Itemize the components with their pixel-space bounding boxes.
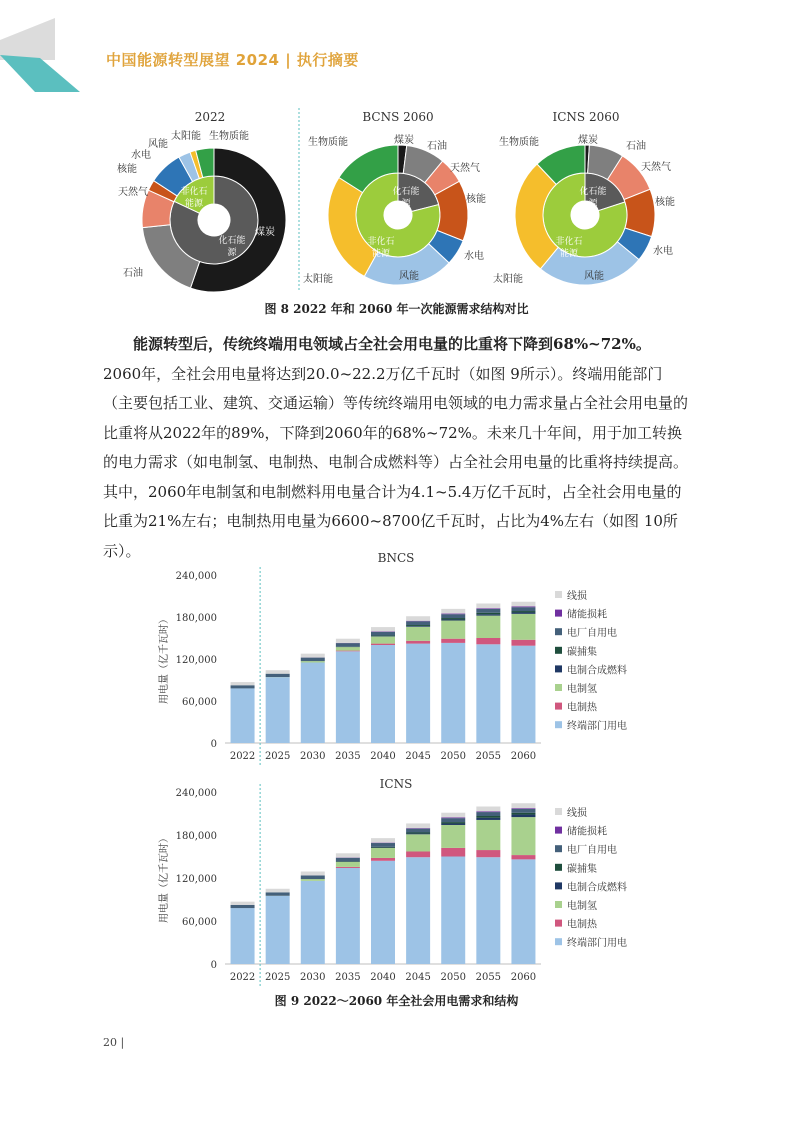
legend-swatch	[555, 808, 562, 815]
bar-segment	[441, 639, 465, 643]
bar-segment	[476, 644, 500, 743]
y-axis-label: 用电量（亿千瓦时）	[159, 614, 170, 704]
inner-slice-label: 源	[401, 199, 411, 209]
inner-slice-label: 化石能	[392, 187, 420, 197]
x-tick-label: 2050	[440, 751, 466, 762]
bar-segment	[476, 638, 500, 644]
slice-label: 风能	[148, 139, 168, 150]
page-number: 20 |	[103, 1036, 125, 1049]
bar-segment	[406, 627, 430, 641]
bar-segment	[476, 820, 500, 850]
bar-segment	[371, 861, 395, 964]
bar-segment	[371, 644, 395, 645]
slice-label: 生物质能	[499, 137, 539, 148]
bar-segment	[406, 641, 430, 644]
bar-segment	[371, 848, 395, 858]
bar-segment	[406, 828, 430, 829]
figure-8-caption: 图 8 2022 年和 2060 年一次能源需求结构对比	[264, 302, 529, 316]
donut-title: BCNS 2060	[362, 110, 434, 124]
bar-segment	[441, 822, 465, 823]
slice-label: 太阳能	[493, 274, 523, 285]
bar-segment	[336, 639, 360, 643]
donut-title: ICNS 2060	[552, 110, 620, 124]
bar-segment	[301, 879, 325, 881]
bar-segment	[231, 908, 255, 964]
bar-segment	[511, 640, 535, 646]
x-tick-label: 2060	[510, 751, 537, 762]
body-text	[103, 330, 691, 566]
bar-segment	[406, 834, 430, 835]
bar-segment	[476, 613, 500, 614]
x-tick-label: 2022	[229, 751, 256, 762]
bar-segment	[511, 607, 535, 608]
bar-segment	[406, 857, 430, 964]
slice-label: 石油	[427, 141, 447, 152]
x-tick-label: 2045	[405, 972, 431, 983]
x-tick-label: 2055	[475, 751, 502, 762]
y-tick-label: 240,000	[175, 788, 217, 799]
bar-segment	[441, 818, 465, 822]
bar-segment	[336, 858, 360, 862]
x-tick-label: 2035	[335, 972, 361, 983]
slice-label: 天然气	[118, 187, 148, 198]
slice-label: 煤炭	[578, 135, 598, 146]
y-tick-label: 180,000	[175, 831, 217, 842]
bar-segment	[336, 853, 360, 857]
figure-8-donut-charts	[0, 0, 793, 300]
figure-9-stacked-bar-charts	[0, 540, 793, 1010]
legend-label: 线损	[567, 808, 587, 819]
body-paragraph: 2060年，全社会用电量将达到20.0~22.2万亿千瓦时（如图 9所示）。终端用能部门（主要包括工业、建筑、交通运输）等传统终端用电领域的电力需求量占全社会用电量的比重将从2022年的89%，下降到2060年的68%~72%。未来几十年间，用于加工转换的电力需求（如电制氢、电制热、电制合成燃料等）占全社会用电量的比重将持续提高。其中，2060年电制氢和电制燃料用电量合计为4.1~5.4万亿千瓦时，占全社会用电量的比重为21%左右；电制热用电量为6600~8700亿千瓦时，占比为4%左右（如图 10所示）。	[103, 364, 689, 560]
bar-segment	[511, 815, 535, 818]
x-tick-label: 2030	[300, 972, 326, 983]
bar-segment	[336, 643, 360, 647]
legend-label: 终端部门用电	[567, 721, 627, 733]
bar-chart-bncs	[157, 551, 627, 765]
legend-label: 线损	[567, 591, 587, 602]
legend-label: 终端部门用电	[567, 938, 627, 950]
bar-segment	[511, 809, 535, 813]
inner-slice-label: 非化石	[367, 237, 395, 247]
bar-segment	[336, 647, 360, 651]
inner-slice-label: 源	[227, 248, 237, 258]
bar-segment	[441, 824, 465, 825]
legend-swatch	[555, 864, 562, 871]
legend-swatch	[555, 920, 562, 927]
slice-label: 天然气	[641, 162, 671, 173]
bar-segment	[476, 816, 500, 818]
inner-slice-label: 非化石	[180, 187, 208, 197]
bar-segment	[301, 871, 325, 875]
x-tick-label: 2050	[440, 972, 466, 983]
legend-label: 电制热	[567, 702, 597, 714]
bar-segment	[301, 663, 325, 744]
legend-swatch	[555, 684, 562, 691]
legend-swatch	[555, 610, 562, 617]
bar-segment	[511, 855, 535, 859]
bar-segment	[441, 614, 465, 615]
slice-label: 核能	[466, 194, 486, 205]
x-tick-label: 2025	[264, 751, 291, 762]
inner-slice-label: 化石能	[218, 236, 246, 246]
bar-segment	[231, 905, 255, 908]
legend-swatch	[555, 628, 562, 635]
bar-segment	[336, 868, 360, 964]
bar-segment	[441, 813, 465, 818]
bar-segment	[406, 616, 430, 621]
x-tick-label: 2055	[475, 972, 502, 983]
bar-segment	[231, 685, 255, 688]
donut-chart-bcns-2060	[303, 110, 486, 285]
bar-segment	[476, 850, 500, 857]
x-tick-label: 2022	[229, 972, 256, 983]
bar-segment	[266, 674, 290, 677]
bar-chart-icns	[157, 777, 627, 986]
donut-chart-icns-2060	[493, 110, 675, 285]
bar-segment	[441, 643, 465, 743]
bar-segment	[476, 614, 500, 615]
bar-chart-title: BNCS	[377, 551, 415, 565]
x-tick-label: 2045	[405, 751, 431, 762]
bar-segment	[441, 609, 465, 614]
bar-segment	[511, 612, 535, 613]
legend-label: 电厂自用电	[567, 845, 617, 857]
bar-segment	[511, 808, 535, 809]
bar-segment	[301, 658, 325, 662]
y-tick-label: 0	[210, 960, 217, 971]
x-tick-label: 2025	[264, 972, 291, 983]
x-tick-label: 2040	[370, 972, 396, 983]
bar-segment	[476, 608, 500, 609]
y-tick-label: 180,000	[175, 613, 217, 624]
donut-title: 2022	[194, 110, 226, 124]
x-tick-label: 2035	[335, 751, 361, 762]
legend-label: 电制氢	[567, 684, 597, 695]
slice-label: 石油	[123, 268, 143, 279]
bar-segment	[371, 637, 395, 644]
donut-chart-2022	[117, 110, 286, 292]
x-tick-label: 2040	[370, 751, 396, 762]
slice-label: 生物质能	[209, 131, 249, 142]
slice-label: 生物质能	[308, 137, 348, 148]
bar-segment	[406, 644, 430, 743]
legend-swatch	[555, 882, 562, 889]
inner-slice-label: 非化石	[555, 237, 583, 247]
bar-segment	[301, 875, 325, 879]
bar-segment	[476, 616, 500, 638]
x-tick-label: 2060	[510, 972, 537, 983]
page-header: 中国能源转型展望 2024 | 执行摘要	[106, 51, 359, 69]
bar-segment	[476, 609, 500, 613]
bar-segment	[301, 661, 325, 662]
bar-segment	[406, 851, 430, 857]
legend-label: 电制热	[567, 919, 597, 931]
slice-label: 核能	[117, 164, 137, 175]
slice-label: 水电	[131, 150, 151, 161]
inner-slice-label: 能源	[184, 199, 204, 209]
bar-segment	[511, 803, 535, 808]
legend-label: 储能损耗	[567, 826, 607, 838]
y-tick-label: 60,000	[182, 917, 217, 928]
slice-label: 风能	[399, 271, 419, 282]
bar-segment	[406, 823, 430, 828]
slice-label: 核能	[655, 197, 675, 208]
bar-segment	[336, 867, 360, 868]
bar-segment	[336, 862, 360, 867]
bar-segment	[371, 858, 395, 861]
legend-label: 碳捕集	[567, 646, 597, 658]
bar-segment	[476, 857, 500, 964]
legend-swatch	[555, 665, 562, 672]
bar-segment	[371, 847, 395, 848]
bar-segment	[511, 859, 535, 964]
bar-segment	[511, 611, 535, 612]
bar-segment	[336, 651, 360, 743]
slice-label: 石油	[626, 141, 646, 152]
legend-swatch	[555, 827, 562, 834]
bar-segment	[441, 857, 465, 965]
slice-label: 水电	[464, 251, 484, 262]
bar-segment	[476, 818, 500, 820]
legend-label: 电制氢	[567, 901, 597, 912]
y-tick-label: 0	[210, 739, 217, 750]
bar-segment	[231, 688, 255, 743]
bar-segment	[441, 825, 465, 848]
legend-label: 储能损耗	[567, 609, 607, 621]
bar-segment	[476, 811, 500, 812]
legend-label: 电制合成燃料	[567, 665, 627, 677]
slice-label: 太阳能	[303, 274, 333, 285]
legend-swatch	[555, 703, 562, 710]
inner-slice-label: 化石能	[579, 187, 607, 197]
bar-segment	[266, 896, 290, 964]
legend-swatch	[555, 591, 562, 598]
bar-segment	[511, 602, 535, 607]
legend-swatch	[555, 647, 562, 654]
bar-segment	[406, 834, 430, 851]
inner-slice-label: 源	[588, 199, 598, 209]
bar-segment	[441, 818, 465, 819]
bar-segment	[266, 670, 290, 674]
bar-segment	[441, 614, 465, 618]
bar-segment	[406, 832, 430, 833]
x-tick-label: 2030	[300, 751, 326, 762]
bar-segment	[231, 902, 255, 905]
bar-segment	[406, 625, 430, 626]
bar-segment	[301, 654, 325, 658]
bar-segment	[476, 812, 500, 816]
bar-segment	[476, 806, 500, 811]
bar-segment	[231, 682, 255, 685]
y-axis-label: 用电量（亿千瓦时）	[159, 833, 170, 923]
bar-segment	[441, 848, 465, 857]
slice-label: 煤炭	[255, 227, 275, 238]
legend-swatch	[555, 938, 562, 945]
lead-sentence: 能源转型后，传统终端用电领域占全社会用电量的比重将下降到68%~72%。	[133, 335, 651, 353]
slice-label: 太阳能	[171, 131, 201, 142]
slice-label: 风能	[584, 271, 604, 282]
y-tick-label: 120,000	[175, 655, 217, 666]
legend-swatch	[555, 901, 562, 908]
bar-segment	[511, 607, 535, 611]
bar-segment	[441, 619, 465, 620]
bar-segment	[371, 636, 395, 637]
bar-segment	[266, 892, 290, 895]
bar-segment	[406, 621, 430, 625]
bar-segment	[511, 614, 535, 640]
bar-segment	[371, 645, 395, 743]
bar-segment	[266, 889, 290, 893]
bar-segment	[476, 603, 500, 608]
legend-label: 电制合成燃料	[567, 882, 627, 894]
bar-segment	[406, 626, 430, 627]
bar-segment	[266, 677, 290, 743]
legend-label: 碳捕集	[567, 863, 597, 875]
y-tick-label: 240,000	[175, 571, 217, 582]
figure-9-caption: 图 9 2022～2060 年全社会用电需求和结构	[274, 994, 519, 1008]
slice-label: 煤炭	[394, 135, 414, 146]
slice-label: 天然气	[450, 163, 480, 174]
bar-segment	[406, 829, 430, 833]
bar-segment	[371, 627, 395, 631]
legend-swatch	[555, 721, 562, 728]
bar-segment	[301, 881, 325, 964]
bar-segment	[371, 632, 395, 636]
bar-segment	[441, 621, 465, 639]
bar-segment	[371, 843, 395, 847]
bar-segment	[336, 651, 360, 652]
legend-swatch	[555, 845, 562, 852]
bar-segment	[511, 813, 535, 815]
bar-segment	[371, 838, 395, 843]
slice-label: 水电	[653, 246, 673, 257]
y-tick-label: 120,000	[175, 874, 217, 885]
inner-slice-label: 能源	[371, 249, 391, 259]
inner-slice-label: 能源	[559, 249, 579, 259]
y-tick-label: 60,000	[182, 697, 217, 708]
bar-segment	[511, 646, 535, 743]
bar-segment	[511, 817, 535, 855]
legend-label: 电厂自用电	[567, 628, 617, 640]
bar-chart-title: ICNS	[379, 777, 413, 791]
bar-segment	[441, 618, 465, 619]
